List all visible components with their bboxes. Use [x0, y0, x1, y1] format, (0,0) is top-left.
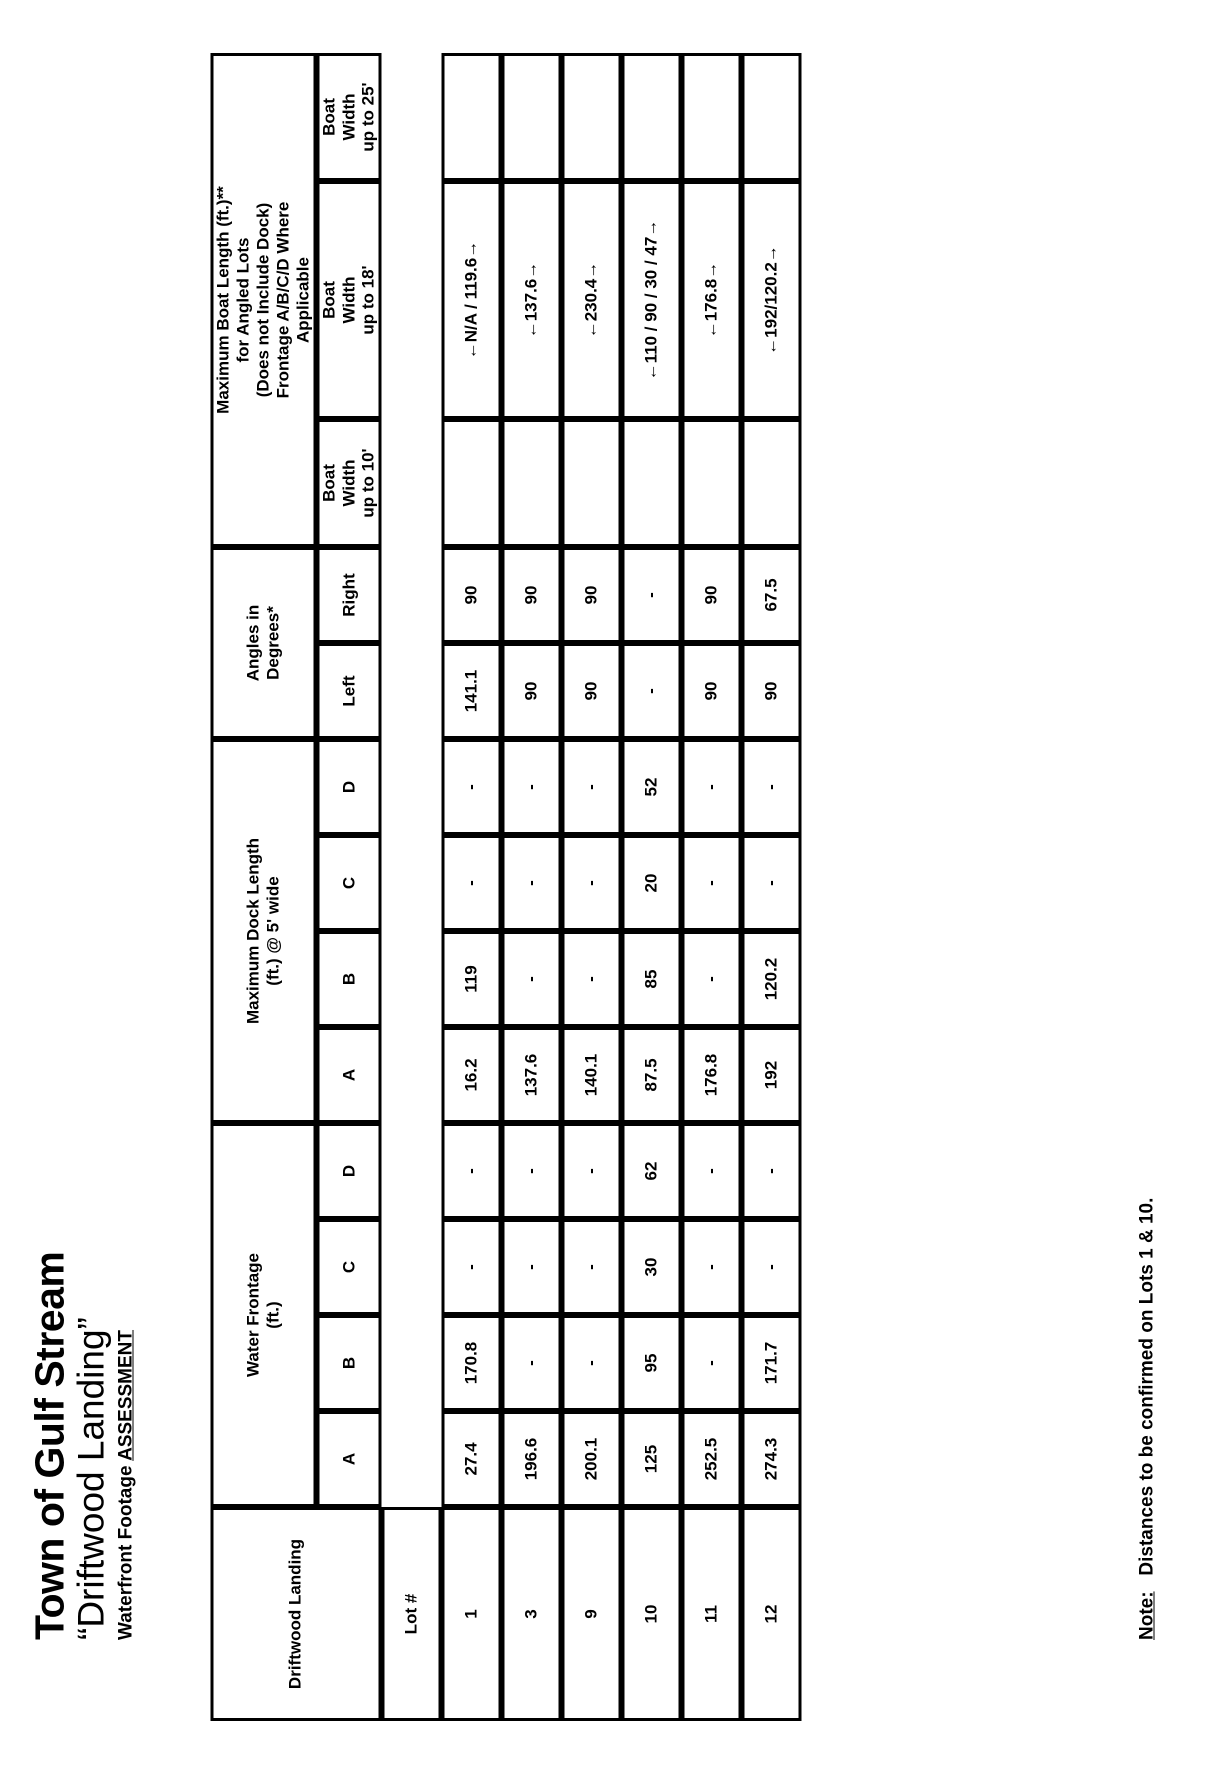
subheader-frontage-b: B — [316, 1315, 381, 1411]
cell-dock-c: - — [561, 835, 621, 931]
cell-lot: 3 — [501, 1507, 561, 1721]
header-lot-number: Lot # — [381, 1507, 441, 1721]
subheader-dock-b: B — [316, 931, 381, 1027]
header-max-boat-length — [210, 53, 316, 547]
cell-lot: 1 — [441, 1507, 501, 1721]
cell-boat-w25 — [681, 53, 741, 181]
document-title-block — [28, 1252, 138, 1640]
page-title: Town of Gulf Stream — [26, 1251, 72, 1640]
cell-angle-right: 90 — [441, 547, 501, 643]
cell-dock-c: 20 — [621, 835, 681, 931]
cell-dock-a: 137.6 — [501, 1027, 561, 1123]
page-subtitle-2 — [115, 1252, 138, 1640]
cell-boat-w18: ←137.6→ — [501, 181, 561, 419]
boat-w10-line2: Width — [338, 459, 358, 507]
table-row — [561, 53, 621, 1721]
cell-dock-a: 140.1 — [561, 1027, 621, 1123]
cell-frontage-b: - — [501, 1315, 561, 1411]
boat-w25-line3: up to 25' — [358, 82, 378, 152]
subheader-angle-left: Left — [316, 643, 381, 739]
boat-w10-line3: up to 10' — [358, 448, 378, 518]
cell-dock-d: - — [561, 739, 621, 835]
table-lot-header-row — [381, 53, 441, 1721]
cell-dock-c: - — [681, 835, 741, 931]
header-max-boat-line3: (Does not Include Dock) — [253, 202, 273, 398]
cell-dock-d: - — [501, 739, 561, 835]
table-row — [741, 53, 801, 1721]
cell-dock-a: 87.5 — [621, 1027, 681, 1123]
cell-boat-w25 — [561, 53, 621, 181]
cell-frontage-b: 171.7 — [741, 1315, 801, 1411]
cell-frontage-b: - — [681, 1315, 741, 1411]
boat-w10-line1: Boat — [319, 464, 339, 502]
cell-frontage-b: - — [561, 1315, 621, 1411]
cell-dock-b: - — [501, 931, 561, 1027]
cell-lot: 10 — [621, 1507, 681, 1721]
cell-boat-w25 — [441, 53, 501, 181]
subheader-dock-a: A — [316, 1027, 381, 1123]
page-subtitle: “Driftwood Landing” — [70, 1317, 112, 1640]
subtitle-prefix: Waterfront Footage — [114, 1460, 136, 1640]
cell-frontage-d: - — [441, 1123, 501, 1219]
cell-frontage-a: 196.6 — [501, 1411, 561, 1507]
cell-frontage-a: 274.3 — [741, 1411, 801, 1507]
cell-frontage-b: 95 — [621, 1315, 681, 1411]
cell-dock-a: 176.8 — [681, 1027, 741, 1123]
cell-boat-w18: ←176.8→ — [681, 181, 741, 419]
subheader-dock-d: D — [316, 739, 381, 835]
header-max-dock-line1: Maximum Dock Length — [243, 837, 263, 1025]
subheader-boat-width-18 — [316, 181, 381, 419]
cell-angle-left: 90 — [561, 643, 621, 739]
cell-lot: 11 — [681, 1507, 741, 1721]
cell-frontage-d: - — [741, 1123, 801, 1219]
cell-angle-right: 90 — [681, 547, 741, 643]
subheader-frontage-a: A — [316, 1411, 381, 1507]
subheader-angle-right: Right — [316, 547, 381, 643]
cell-frontage-c: - — [561, 1219, 621, 1315]
cell-boat-w18: ←192/120.2→ — [741, 181, 801, 419]
table-row — [621, 53, 681, 1721]
cell-boat-w10 — [741, 419, 801, 547]
footnote-text: Distances to be confirmed on Lots 1 & 10. — [1136, 1197, 1157, 1576]
subheader-dock-c: C — [316, 835, 381, 931]
cell-frontage-d: - — [561, 1123, 621, 1219]
cell-angle-right: - — [621, 547, 681, 643]
cell-angle-left: 90 — [741, 643, 801, 739]
cell-frontage-a: 200.1 — [561, 1411, 621, 1507]
cell-dock-c: - — [741, 835, 801, 931]
cell-angle-right: 90 — [501, 547, 561, 643]
cell-dock-d: 52 — [621, 739, 681, 835]
subheader-frontage-d: D — [316, 1123, 381, 1219]
cell-angle-left: 141.1 — [441, 643, 501, 739]
cell-frontage-c: - — [741, 1219, 801, 1315]
cell-dock-a: 192 — [741, 1027, 801, 1123]
footnote-label: Note: — [1136, 1591, 1157, 1640]
cell-angle-right: 67.5 — [741, 547, 801, 643]
cell-dock-b: - — [681, 931, 741, 1027]
boat-w18-line1: Boat — [319, 281, 339, 319]
cell-boat-w10 — [561, 419, 621, 547]
cell-angle-left: - — [621, 643, 681, 739]
cell-dock-c: - — [501, 835, 561, 931]
cell-boat-w25 — [741, 53, 801, 181]
cell-boat-w10 — [681, 419, 741, 547]
cell-frontage-c: 30 — [621, 1219, 681, 1315]
cell-boat-w25 — [501, 53, 561, 181]
cell-frontage-a: 252.5 — [681, 1411, 741, 1507]
subheader-frontage-c: C — [316, 1219, 381, 1315]
header-water-frontage — [210, 1123, 316, 1507]
spacer-cell — [381, 53, 441, 1507]
cell-boat-w10 — [501, 419, 561, 547]
table-subheader-row — [316, 53, 381, 1721]
boat-w18-line2: Width — [338, 276, 358, 324]
header-angles-line1: Angles in — [243, 604, 263, 682]
cell-boat-w18: ←230.4→ — [561, 181, 621, 419]
cell-frontage-c: - — [441, 1219, 501, 1315]
footnote — [1136, 1198, 1158, 1640]
header-angles — [210, 547, 316, 739]
cell-angle-left: 90 — [681, 643, 741, 739]
header-max-boat-line4: Frontage A/B/C/D Where — [273, 201, 293, 399]
boat-w25-line2: Width — [338, 93, 358, 141]
cell-boat-w25 — [621, 53, 681, 181]
subtitle-underlined: ASSESSMENT — [114, 1329, 136, 1461]
table-row — [441, 53, 501, 1721]
header-water-frontage-line2: (ft.) — [263, 1301, 283, 1329]
boat-w18-line3: up to 18' — [358, 265, 378, 335]
corner-title-cell: Driftwood Landing — [210, 1507, 381, 1721]
header-max-dock-length — [210, 739, 316, 1123]
cell-dock-b: 85 — [621, 931, 681, 1027]
cell-dock-b: 120.2 — [741, 931, 801, 1027]
subheader-boat-width-10 — [316, 419, 381, 547]
table-row — [501, 53, 561, 1721]
table-group-header-row — [210, 53, 316, 1721]
cell-dock-d: - — [741, 739, 801, 835]
cell-dock-d: - — [681, 739, 741, 835]
header-water-frontage-line1: Water Frontage — [243, 1252, 263, 1378]
assessment-table — [210, 53, 801, 1721]
cell-angle-left: 90 — [501, 643, 561, 739]
cell-dock-a: 16.2 — [441, 1027, 501, 1123]
cell-dock-c: - — [441, 835, 501, 931]
cell-dock-b: 119 — [441, 931, 501, 1027]
cell-lot: 9 — [561, 1507, 621, 1721]
assessment-table-wrapper — [210, 53, 801, 1721]
header-angles-line2: Degrees* — [263, 606, 283, 680]
cell-frontage-c: - — [501, 1219, 561, 1315]
cell-dock-b: - — [561, 931, 621, 1027]
cell-dock-d: - — [441, 739, 501, 835]
cell-frontage-a: 27.4 — [441, 1411, 501, 1507]
cell-boat-w18: ←N/A / 119.6→ — [441, 181, 501, 419]
table-row — [681, 53, 741, 1721]
cell-frontage-d: - — [681, 1123, 741, 1219]
header-max-boat-line2: for Angled Lots — [233, 237, 253, 363]
cell-frontage-d: 62 — [621, 1123, 681, 1219]
cell-boat-w10 — [621, 419, 681, 547]
cell-frontage-c: - — [681, 1219, 741, 1315]
cell-frontage-d: - — [501, 1123, 561, 1219]
cell-boat-w18: ←110 / 90 / 30 / 47→ — [621, 181, 681, 419]
header-max-boat-line1: Maximum Boat Length (ft.)** — [213, 186, 232, 414]
cell-boat-w10 — [441, 419, 501, 547]
cell-lot: 12 — [741, 1507, 801, 1721]
header-max-boat-line5: Applicable — [293, 257, 313, 343]
header-max-dock-line2: (ft.) @ 5' wide — [263, 876, 283, 986]
cell-frontage-a: 125 — [621, 1411, 681, 1507]
cell-frontage-b: 170.8 — [441, 1315, 501, 1411]
subheader-boat-width-25 — [316, 53, 381, 181]
cell-angle-right: 90 — [561, 547, 621, 643]
boat-w25-line1: Boat — [319, 98, 339, 136]
